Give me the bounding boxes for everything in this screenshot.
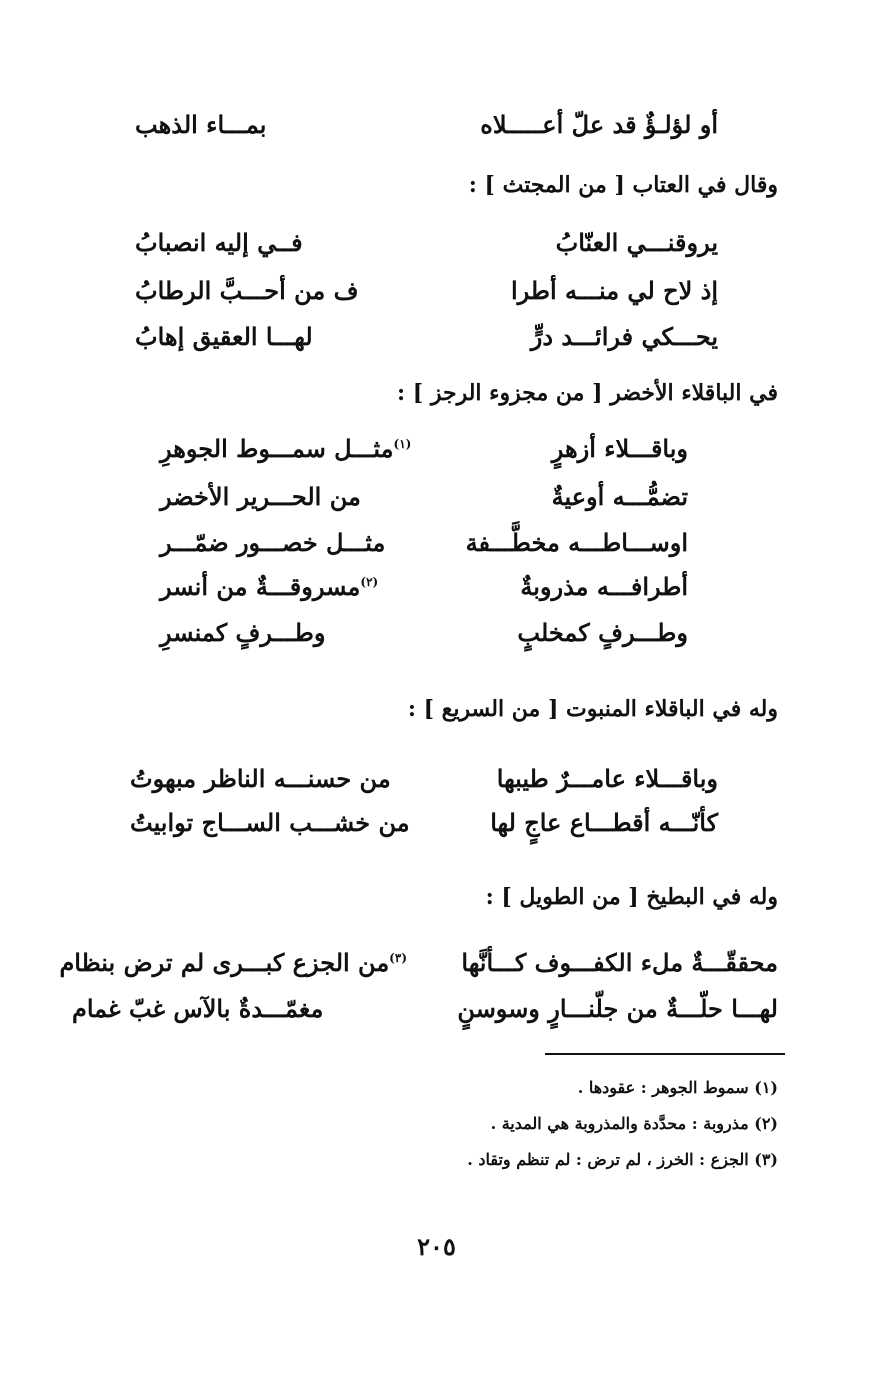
- section-heading: في الباقلاء الأخضر [ من مجزوء الرجز ] :: [396, 380, 778, 406]
- verse-hemistich-second: وطـــرفٍ كمنسرِ: [160, 618, 326, 647]
- footnote-ref: (٢): [360, 575, 379, 589]
- verse-line: [0, 808, 873, 842]
- verse-line: [0, 618, 873, 652]
- verse-line: [0, 228, 873, 262]
- verse-hemistich-first: محققّـــةٌ ملء الكفـــوف كـــأنَّها: [461, 948, 778, 977]
- verse-hemistich-second: مغمّـــدةٌ بالآس غبّ غمام: [72, 994, 324, 1023]
- verse-line: [0, 528, 873, 562]
- hemistich-text: من الجزع كبـــرى لم ترض بنظام: [59, 948, 390, 977]
- verse-line: [0, 276, 873, 310]
- verse-hemistich-second: [59, 948, 407, 977]
- verse-hemistich-second: من خشـــب الســـاج توابيتُ: [130, 808, 410, 837]
- verse-hemistich-first: وباقـــلاء عامـــرٌ طيبها: [496, 764, 718, 793]
- footnote-ref: (١): [393, 437, 412, 451]
- verse-hemistich-first: كأنّـــه أقطـــاع عاجٍ لها: [490, 808, 718, 837]
- verse-hemistich-first: اوســـاطـــه مخطَّـــفة: [465, 528, 688, 557]
- verse-hemistich-first: يحـــكي فرائـــد درٍّ: [530, 322, 718, 351]
- page-number: ٢٠٥: [417, 1232, 456, 1261]
- verse-line: [0, 572, 873, 606]
- verse-line: [0, 948, 873, 982]
- verse-line: [0, 764, 873, 798]
- verse-hemistich-first: تضمُّـــه أوعيةٌ: [551, 482, 688, 511]
- verse-hemistich-first: أطرافـــه مذروبةٌ: [520, 572, 688, 601]
- verse-line: [0, 322, 873, 356]
- verse-hemistich-first: يروقنـــي العنّابُ: [555, 228, 718, 257]
- footnote-ref: (٣): [389, 951, 407, 965]
- hemistich-text: مسروقـــةٌ من أنسر: [160, 572, 361, 601]
- footnote-divider: [545, 1053, 785, 1055]
- verse-hemistich-first: وباقـــلاء أزهرٍ: [551, 434, 688, 463]
- verse-hemistich-second: لهـــا العقيق إهابُ: [135, 322, 313, 351]
- section-heading: وله في البطيخ [ من الطويل ] :: [485, 884, 778, 910]
- footnote: (٢) مذروبة : محدَّدة والمذروبة هي المدية .: [490, 1114, 778, 1133]
- verse-hemistich-second: [160, 434, 430, 463]
- verse-hemistich-second: من حسنـــه الناظر مبهوتُ: [130, 764, 391, 793]
- verse-line: [0, 994, 873, 1028]
- verse-line: [0, 482, 873, 516]
- verse-line: [0, 434, 873, 468]
- verse-hemistich-second: ف من أحـــبَّ الرطابُ: [135, 276, 359, 305]
- verse-hemistich-second: من الحـــرير الأخضر: [160, 482, 361, 511]
- verse-hemistich-first: إذ لاح لي منـــه أطرا: [510, 276, 718, 305]
- footnote: (١) سموط الجوهر : عقودها .: [577, 1078, 778, 1097]
- section-heading: وقال في العتاب [ من المجتث ] :: [468, 172, 778, 198]
- hemistich-text: مثـــل سمـــوط الجوهرِ: [160, 434, 394, 463]
- verse-hemistich-second: بمـــاء الذهب: [135, 110, 267, 139]
- verse-hemistich-second: مثـــل خصـــور ضمّـــر: [160, 528, 386, 557]
- section-heading: وله في الباقلاء المنبوت [ من السريع ] :: [407, 696, 778, 722]
- verse-hemistich-second: [160, 572, 430, 601]
- verse-line: [0, 110, 873, 144]
- verse-hemistich-first: أو لؤلـؤٌ قد علّ أعـــــلاه: [480, 110, 718, 139]
- footnote: (٣) الجزع : الخرز ، لم ترض : لم تنظم وتقاد .: [467, 1150, 778, 1169]
- verse-hemistich-second: فــي إليه انصبابُ: [135, 228, 303, 257]
- verse-hemistich-first: لهـــا حلّـــةٌ من جلّنـــارٍ وسوسنٍ: [457, 994, 778, 1023]
- verse-hemistich-first: وطـــرفٍ كمخلبٍ: [517, 618, 688, 647]
